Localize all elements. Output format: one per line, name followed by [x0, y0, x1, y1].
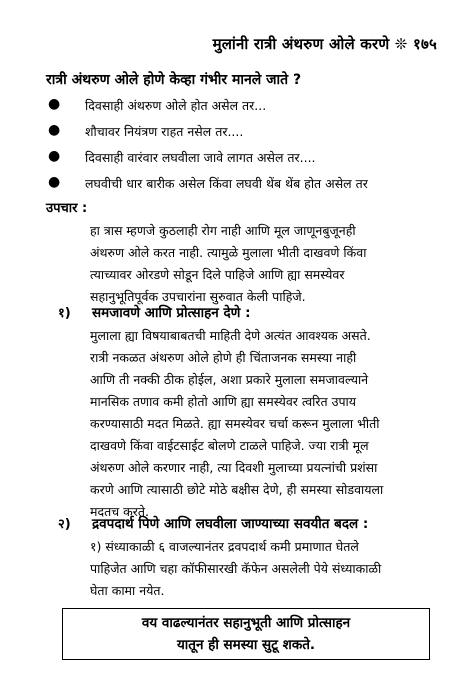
section-title: समजावणे आणि प्रोत्साहन देणे :	[92, 305, 251, 321]
paragraph-line: करणे आणि त्यासाठी छोटे मोठे बक्षीस देणे, ही समस्या सोडवायला	[90, 482, 384, 497]
paragraph-line: आणि ती नक्की ठीक होईल, अशा प्रकारे मुलाला समजावल्याने	[90, 372, 369, 387]
bullet-icon: ●	[48, 148, 61, 164]
section-number: २)	[58, 517, 71, 532]
section-paragraph	[90, 536, 448, 602]
running-header: मुलांनी रात्री अंथरुण ओले करणे ❊ १७५	[212, 35, 437, 53]
paragraph-line: मदतच करते.	[90, 504, 149, 519]
section-title: द्रवपदार्थ पिणे आणि लघवीला जाण्याच्या सवयीत बदल :	[92, 516, 369, 532]
list-item	[48, 96, 448, 122]
highlight-box	[62, 608, 430, 660]
treatment-label: उपचार :	[46, 201, 88, 216]
bullet-text: लघवीची धार बारीक असेल किंवा लघवी थेंब थेंब होत असेल तर	[85, 176, 368, 191]
bullet-icon: ●	[48, 122, 61, 138]
paragraph-line: दाखवणे किंवा वाईटसाईट बोलणे टाळले पाहिजे. ज्या रात्री मूल	[90, 438, 369, 453]
paragraph-line: करण्यासाठी मदत मिळते. ह्या समस्येवर चर्चा करून मुलाला भीती	[90, 416, 380, 431]
paragraph-line: मुलाला ह्या विषयाबाबतची माहिती देणे अत्यंत आवश्यक असते.	[90, 328, 371, 343]
paragraph-line: त्याच्यावर ओरडणे सोडून दिले पाहिजे आणि ह्या समस्येवर	[90, 267, 345, 282]
paragraph-line: घेता कामा नयेत.	[90, 583, 165, 598]
paragraph-line: अंथरुण ओले करत नाही. त्यामुळे मुलाला भीती दाखवणे किंवा	[90, 245, 367, 260]
paragraph-line: अंथरुण ओले करणार नाही, त्या दिवशी मुलाच्या प्रयत्नांची प्रशंसा	[90, 460, 378, 475]
section-paragraph	[90, 325, 448, 523]
paragraph-line: रात्री नकळत अंथरुण ओले होणे ही चिंताजनक समस्या नाही	[90, 350, 357, 365]
bullet-icon: ●	[48, 96, 61, 112]
list-item	[48, 148, 448, 174]
highlight-line: यातून ही समस्या सुटू शकते.	[176, 637, 316, 653]
bullet-text: दिवसाही अंथरुण ओले होत असेल तर...	[85, 98, 267, 113]
list-item	[48, 122, 448, 148]
paragraph-line: हा त्रास म्हणजे कुठलाही रोग नाही आणि मूल जाणूनबुजूनही	[90, 223, 356, 238]
treatment-paragraph	[90, 220, 448, 308]
section-number: १)	[58, 306, 71, 321]
bullet-icon: ●	[48, 174, 61, 190]
bullet-text: शौचावर नियंत्रण राहत नसेल तर....	[85, 124, 244, 139]
paragraph-line: १) संध्याकाळी ६ वाजल्यानंतर द्रवपदार्थ कमी प्रमाणात घेतले	[90, 539, 359, 554]
highlight-line: वय वाढल्यानंतर सहानुभूती आणि प्रोत्साहन	[141, 615, 351, 631]
list-item	[48, 174, 448, 200]
paragraph-line: पाहिजेत आणि चहा कॉफीसारखी कॅफेन असलेली पेये संध्याकाळी	[90, 561, 382, 576]
bullet-list	[48, 96, 448, 200]
paragraph-line: मानसिक तणाव कमी होतो आणि ह्या समस्येवर त्वरित उपाय	[90, 394, 357, 409]
question-heading: रात्री अंथरुण ओले होणे केव्हा गंभीर मानले जाते ?	[46, 72, 302, 88]
bullet-text: दिवसाही वारंवार लघवीला जावे लागत असेल तर....	[85, 150, 316, 165]
paragraph-line: सहानुभूतिपूर्वक उपचारांना सुरुवात केली पाहिजे.	[90, 289, 306, 304]
